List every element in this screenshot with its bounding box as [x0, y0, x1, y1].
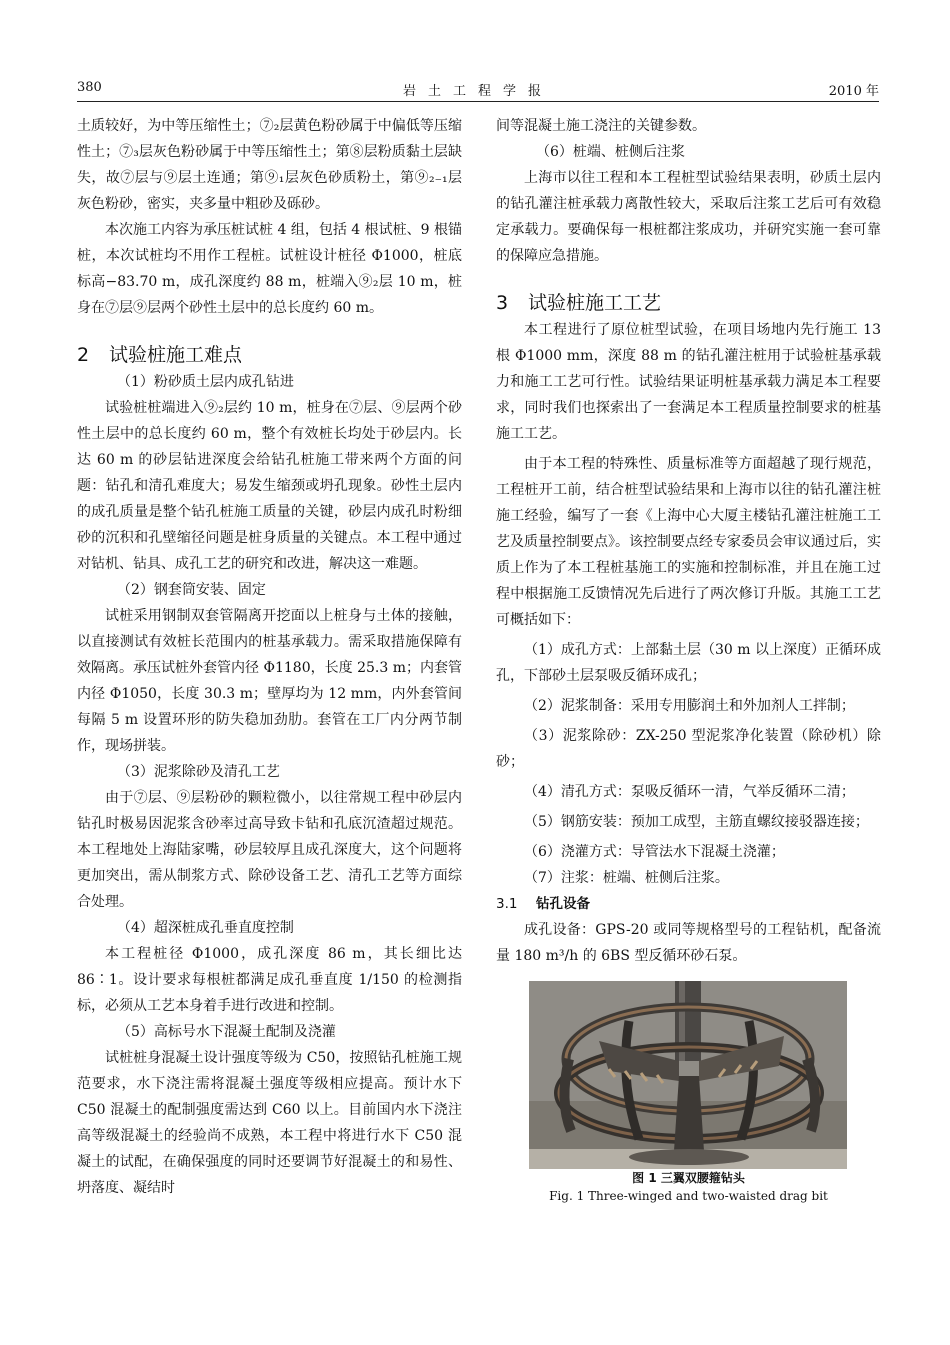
paragraph: 成孔设备：GPS-20 或同等规格型号的工程钻机，配备流量 180 m³/h 的 6BS 型反循环砂石泵。: [496, 922, 881, 964]
figure-caption-cn: 图 1 三翼双腰箍钻头: [632, 1171, 745, 1185]
drill-bit-photo: [529, 981, 847, 1169]
subheading: （2）钢套筒安装、固定: [117, 582, 266, 598]
subheading: （3）泥浆除砂及清孔工艺: [117, 764, 280, 780]
list-item: （6）浇灌方式：导管法水下混凝土浇灌；: [524, 844, 785, 860]
left-column: [77, 113, 462, 1201]
paragraph: 土质较好，为中等压缩性土；⑦₂层黄色粉砂属于中偏低等压缩性土；⑦₃层灰色粉砂属于中等压缩性土；第⑧层粉质黏土层缺失，故⑦层与⑨层土连通；第⑨₁层灰色砂质粉土，第⑨₂₋₁层灰色粉砂，密实，夹多量中粗砂及砾砂。: [77, 118, 462, 212]
paragraph: 上海市以往工程和本工程桩型试验结果表明，砂质土层内的钻孔灌注桩承载力离散性较大，采取后注浆工艺后可有效稳定承载力。要确保每一根桩都注浆成功，并研究实施一套可靠的保障应急措施。: [496, 170, 881, 264]
paragraph: 由于本工程的特殊性、质量标准等方面超越了现行规范，工程桩开工前，结合桩型试验结果和上海市以往的钻孔灌注桩施工经验，编写了一套《上海中心大厦主楼钻孔灌注桩施工工艺及质量控制要点》。该控制要点经专家委员会审议通过后，实质上作为了本工程桩基施工的实施和控制标准，并且在施工过程中根据施工反馈情况先后进行了两次修订升版。其施工工艺可概括如下：: [496, 456, 881, 628]
subheading: （6）桩端、桩侧后注浆: [536, 144, 685, 160]
subsection-heading: [496, 891, 881, 917]
section-heading: [77, 341, 462, 369]
list-item: （5）钢筋安装：预加工成型，主筋直螺纹接驳器连接；: [524, 814, 869, 830]
journal-name: 岩土工程学报: [402, 84, 553, 99]
paragraph: 试验桩桩端进入⑨₂层约 10 m，桩身在⑦层、⑨层两个砂性土层中的总长度约 60 m，整个有效桩长均处于砂层内。长达 60 m 的砂层钻进深度会给钻孔桩施工带来两个方面的问题：钻孔和清孔难度大；易发生缩颈或坍孔现象。砂性土层内的成孔质量是整个钻孔桩施工质量的关键，砂层内成孔时粉细砂的沉积和孔壁缩径问题是桩身质量的关键点。本工程中通过对钻机、钻具、成孔工艺的研究和改进，解决这一难题。: [77, 400, 462, 572]
right-column: [496, 113, 881, 1205]
list-item: （1）成孔方式：上部黏土层（30 m 以上深度）正循环成孔，下部砂土层泵吸反循环成孔；: [496, 642, 881, 684]
header-rule: [77, 101, 879, 102]
list-item: （4）清孔方式：泵吸反循环一清，气举反循环二清；: [524, 784, 855, 800]
subheading: （5）高标号水下混凝土配制及浇灌: [117, 1024, 336, 1040]
paragraph: 间等混凝土施工浇注的关键参数。: [496, 118, 706, 134]
subsection-title: 钻孔设备: [536, 896, 590, 912]
paragraph: 本工程进行了原位桩型试验，在项目场地内先行施工 13 根 Φ1000 mm，深度 88 m 的钻孔灌注桩用于试验桩基承载力和施工工艺可行性。试验结果证明桩基承载力满足本工程要求，同时我们也探索出了一套满足本工程质量控制要求的桩基施工工艺。: [496, 322, 881, 442]
section-title: 试验桩施工难点: [109, 344, 243, 366]
running-header: [77, 80, 879, 102]
section-number: 2: [77, 344, 90, 366]
paragraph: 试桩采用钢制双套管隔离开挖面以上桩身与土体的接触，以直接测试有效桩长范围内的桩基承载力。需采取措施保障有效隔离。承压试桩外套管内径 Φ1180，长度 25.3 m；内套管内径 Φ1050，长度 30.3 m；壁厚均为 12 mm，内外套管间每隔 5 m 设置环形的防失稳加劲肋。套管在工厂内分两节制作，现场拼装。: [77, 608, 462, 754]
subsection-number: 3.1: [496, 896, 518, 912]
year: 2010 年: [828, 84, 879, 99]
list-item: （2）泥浆制备：采用专用膨润土和外加剂人工拌制；: [524, 698, 855, 714]
page-number: 380: [77, 80, 102, 95]
paragraph: 本工程桩径 Φ1000，成孔深度 86 m，其长细比达 86∶1。设计要求每根桩都满足成孔垂直度 1/150 的检测指标，必须从工艺本身着手进行改进和控制。: [77, 946, 462, 1014]
paragraph: 由于⑦层、⑨层粉砂的颗粒微小，以往常规工程中砂层内钻孔时极易因泥浆含砂率过高导致卡钻和孔底沉渣超过规范。本工程地处上海陆家嘴，砂层较厚且成孔深度大，这个问题将更加突出，需从制浆方式、除砂设备工艺、清孔工艺等方面综合处理。: [77, 790, 462, 910]
section-title: 试验桩施工工艺: [528, 292, 662, 314]
list-item: （3）泥浆除砂：ZX-250 型泥浆净化装置（除砂机）除砂；: [496, 728, 881, 770]
section-number: 3: [496, 292, 509, 314]
paragraph: 试桩桩身混凝土设计强度等级为 C50，按照钻孔桩施工规范要求，水下浇注需将混凝土强度等级相应提高。预计水下 C50 混凝土的配制强度需达到 C60 以上。目前国内水下浇注高等级混凝土的经验尚不成熟，本工程中将进行水下 C50 混凝土的试配，在确保强度的同时还要调节好混凝土的和易性、坍落度、凝结时: [77, 1050, 462, 1196]
subheading: （1）粉砂质土层内成孔钻进: [117, 374, 294, 390]
subheading: （4）超深桩成孔垂直度控制: [117, 920, 294, 936]
paragraph: 本次施工内容为承压桩试桩 4 组，包括 4 根试桩、9 根锚桩，本次试桩均不用作工程桩。试桩设计桩径 Φ1000，桩底标高−83.70 m，成孔深度约 88 m，桩端入⑨₂层 10 m，桩身在⑦层⑨层两个砂性土层中的总长度约 60 m。: [77, 222, 462, 316]
figure-caption-en: Fig. 1 Three-winged and two-waisted drag bit: [549, 1189, 828, 1203]
list-item: （7）注浆：桩端、桩侧后注浆。: [524, 870, 729, 886]
section-heading: [496, 289, 881, 317]
drill-bit-illustration: [529, 981, 847, 1169]
